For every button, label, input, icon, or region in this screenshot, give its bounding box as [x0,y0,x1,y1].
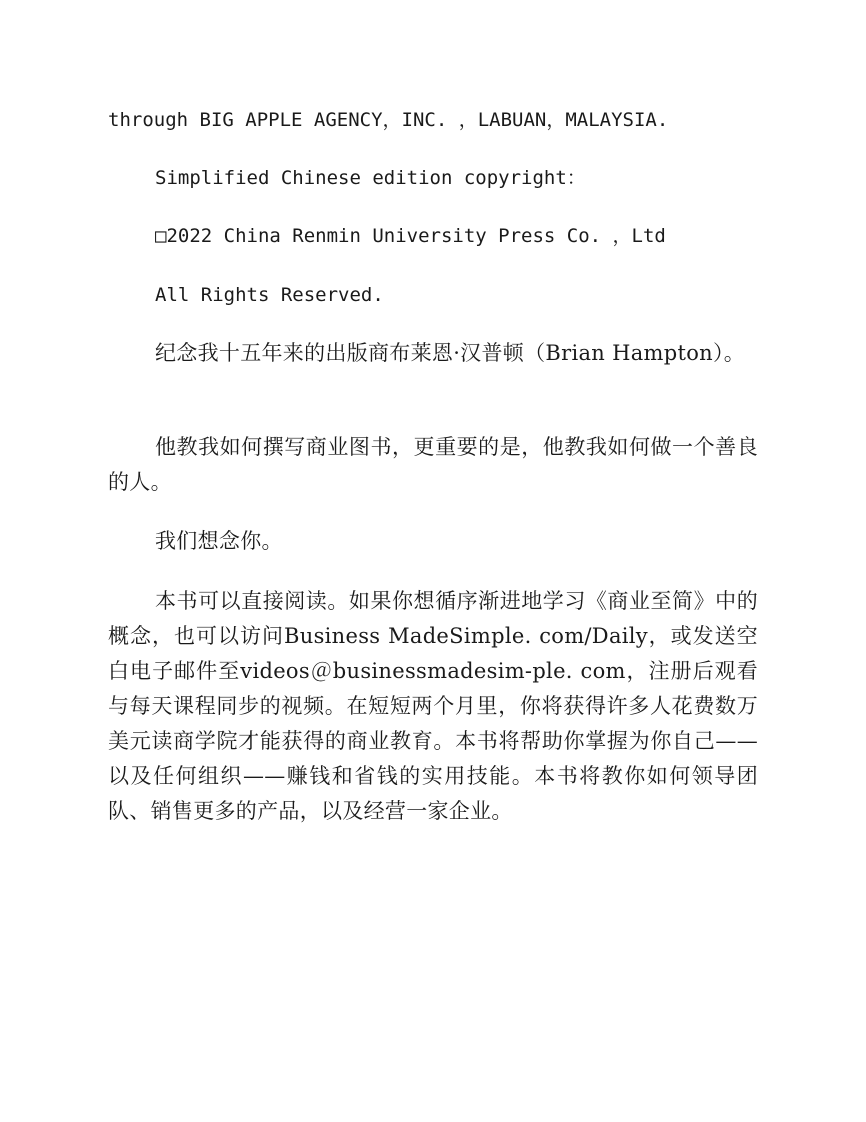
copyright-holder-line: □2022 China Renmin University Press Co. ，Ltd [155,225,666,247]
copyright-edition-line: Simplified Chinese edition copyright： [155,167,586,189]
intro-paragraph: 本书可以直接阅读。如果你想循序渐进地学习《商业至简》中的概念，也可以访问Business MadeSimple. com/Daily，或发送空白电子邮件至videos＠businessmadesim-ple. com，注册后观看与每天课程同步的视频。在短短两个月里，你将获得许多人花费数万美元读商学院才能获得的商业教育。本书将帮助你掌握为你自己——以及任何组织——赚钱和省钱的实用技能。本书将教你如何领导团队、销售更多的产品，以及经营一家企业。 [108,589,758,823]
rights-reserved-line: All Rights Reserved. [155,284,384,306]
dedication-miss-paragraph: 我们想念你。 [155,529,283,553]
dedication-teaching-paragraph: 他教我如何撰写商业图书，更重要的是，他教我如何做一个善良的人。 [108,435,758,494]
copyright-agency-line: through BIG APPLE AGENCY，INC. ，LABUAN，MALAYSIA. [108,109,669,131]
dedication-paragraph: 纪念我十五年来的出版商布莱恩·汉普顿（Brian Hampton）。 [155,341,746,365]
